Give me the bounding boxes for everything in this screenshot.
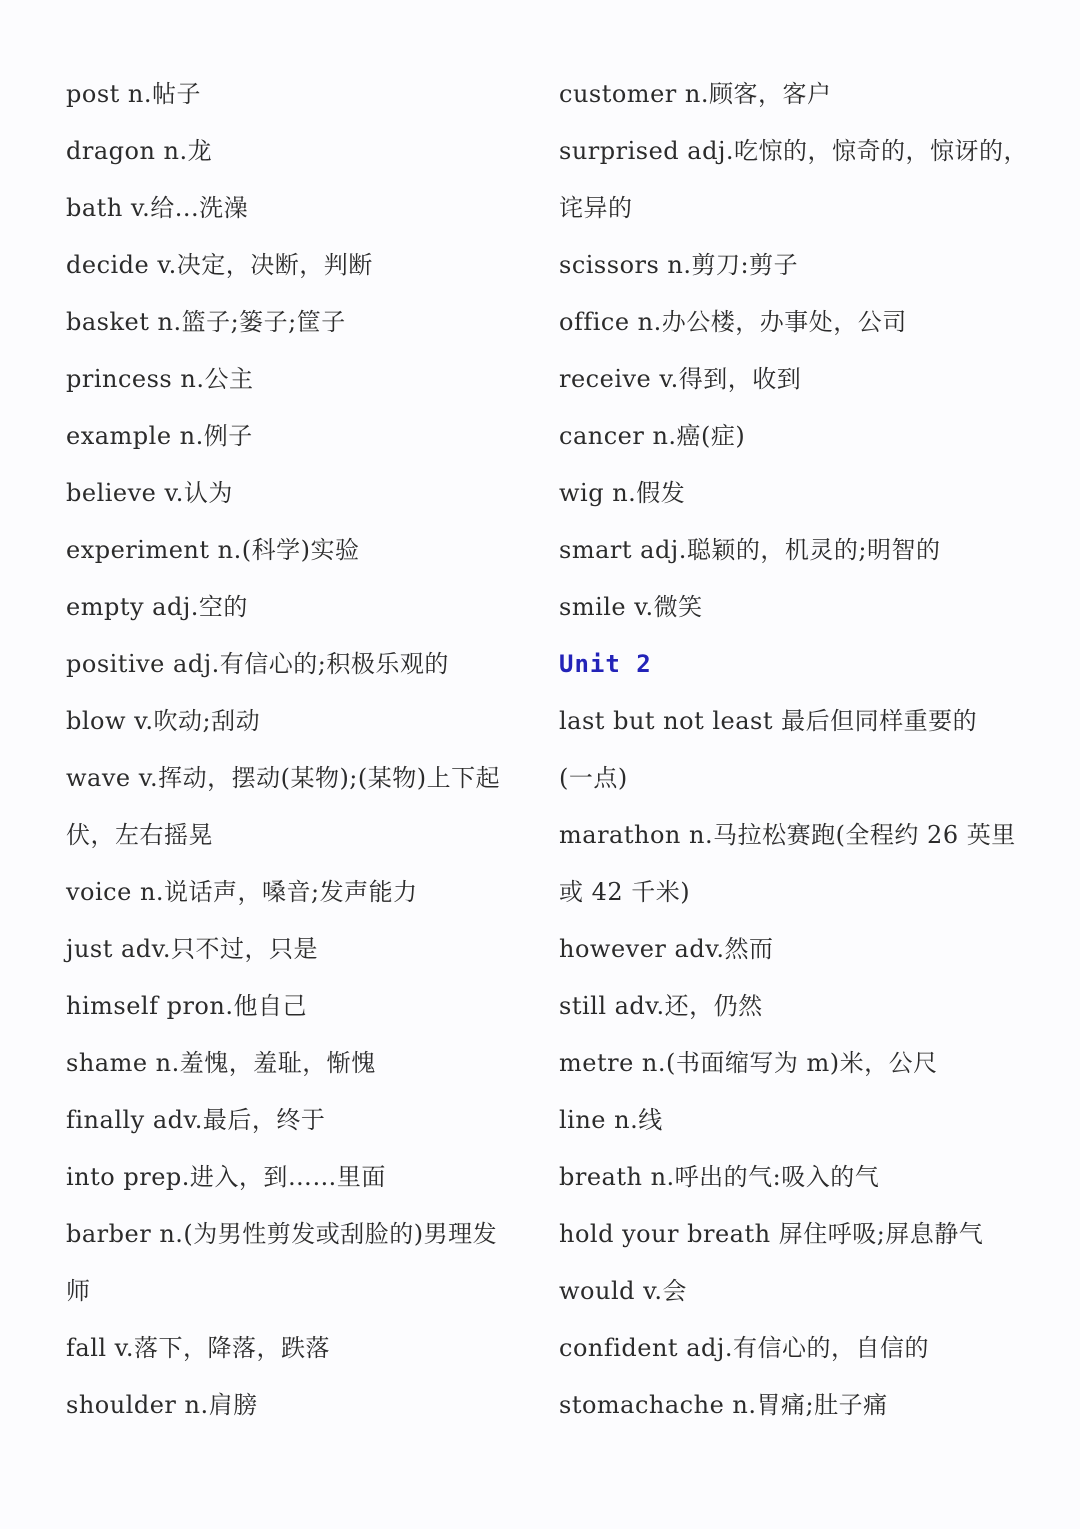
right-vocab-column (559, 66, 1029, 1434)
vocab-line: basket n.篮子;篓子;筐子 (66, 308, 346, 336)
vocab-line: experiment n.(科学)实验 (66, 536, 360, 564)
vocab-line: however adv.然而 (559, 935, 774, 963)
vocab-line: princess n.公主 (66, 365, 254, 393)
vocab-line: voice n.说话声，嗓音;发声能力 (66, 878, 418, 906)
vocab-line: wave v.挥动，摆动(某物);(某物)上下起 (66, 764, 501, 792)
vocab-line: believe v.认为 (66, 479, 233, 507)
vocab-line: fall v.落下，降落，跌落 (66, 1334, 331, 1362)
vocab-line: himself pron.他自己 (66, 992, 307, 1020)
vocab-line: scissors n.剪刀:剪子 (559, 251, 799, 279)
unit-heading: Unit 2 (559, 650, 652, 678)
vocab-line: office n.办公楼，办事处，公司 (559, 308, 907, 336)
vocab-line: confident adj.有信心的，自信的 (559, 1334, 929, 1362)
vocab-line: hold your breath 屏住呼吸;屏息静气 (559, 1220, 984, 1248)
vocab-line: would v.会 (559, 1277, 687, 1305)
vocab-line: still adv.还，仍然 (559, 992, 763, 1020)
vocab-line: marathon n.马拉松赛跑(全程约 26 英里 (559, 821, 1016, 849)
vocab-line-continuation: 诧异的 (559, 194, 633, 222)
vocab-line: last but not least 最后但同样重要的 (559, 707, 978, 735)
vocab-line: shame n.羞愧，羞耻，惭愧 (66, 1049, 376, 1077)
vocab-line: surprised adj.吃惊的，惊奇的，惊讶的， (559, 137, 1029, 165)
vocab-line: into prep.进入，到……里面 (66, 1163, 386, 1191)
vocab-line: blow v.吹动;刮动 (66, 707, 261, 735)
vocab-line: example n.例子 (66, 422, 253, 450)
vocab-line: smile v.微笑 (559, 593, 703, 621)
vocab-line: just adv.只不过，只是 (66, 935, 318, 963)
vocab-line: dragon n.龙 (66, 137, 213, 165)
vocab-line: metre n.(书面缩写为 m)米，公尺 (559, 1049, 938, 1077)
vocab-line: smart adj.聪颖的，机灵的;明智的 (559, 536, 941, 564)
vocab-line: empty adj.空的 (66, 593, 248, 621)
vocab-line: line n.线 (559, 1106, 663, 1134)
vocab-line: cancer n.癌(症) (559, 422, 746, 450)
vocab-line: positive adj.有信心的;积极乐观的 (66, 650, 449, 678)
vocab-line: post n.帖子 (66, 80, 201, 108)
vocab-line-continuation: (一点) (559, 764, 628, 792)
vocab-line: shoulder n.肩膀 (66, 1391, 258, 1419)
left-vocab-column (66, 66, 536, 1434)
vocab-line: receive v.得到，收到 (559, 365, 802, 393)
vocab-line: customer n.顾客，客户 (559, 80, 832, 108)
vocab-line-continuation: 伏，左右摇晃 (66, 821, 213, 849)
vocab-line: wig n.假发 (559, 479, 686, 507)
vocab-line-continuation: 或 42 千米) (559, 878, 691, 906)
vocab-line: bath v.给...洗澡 (66, 194, 249, 222)
vocab-line: decide v.决定，决断，判断 (66, 251, 373, 279)
vocab-line: barber n.(为男性剪发或刮脸的)男理发 (66, 1220, 498, 1248)
vocab-line: finally adv.最后，终于 (66, 1106, 326, 1134)
vocab-line: breath n.呼出的气:吸入的气 (559, 1163, 880, 1191)
vocab-line: stomachache n.胃痛;肚子痛 (559, 1391, 888, 1419)
vocab-line-continuation: 师 (66, 1277, 91, 1305)
